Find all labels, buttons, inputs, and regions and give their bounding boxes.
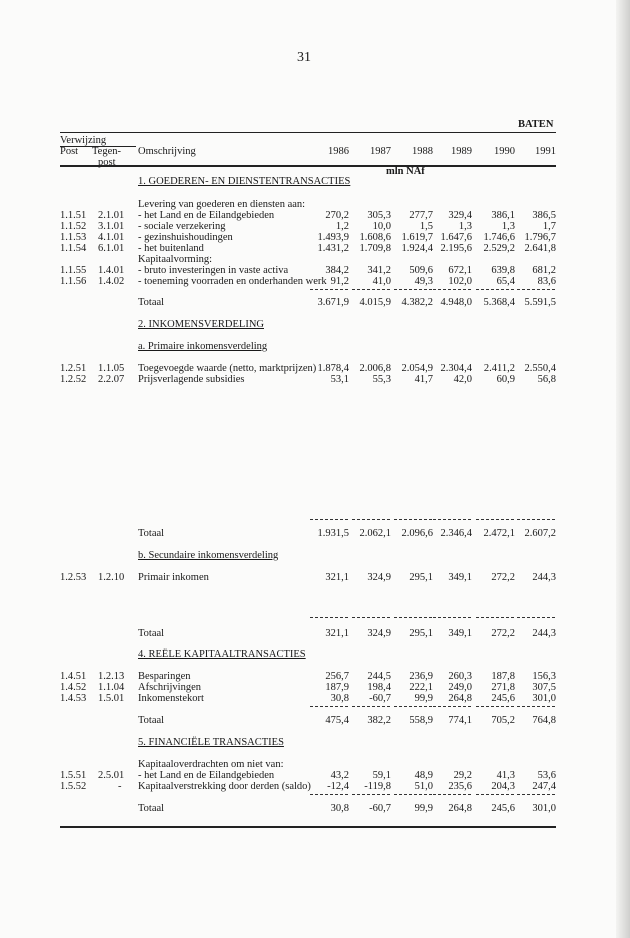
tegenpost-code: 1.1.04: [98, 682, 125, 693]
dashed-subtotal-rule: [352, 289, 390, 290]
cell-value: 235,6: [448, 781, 472, 792]
cell-value: 10,0: [372, 221, 391, 232]
cell-value: 1,3: [501, 221, 515, 232]
section-heading: a. Primaire inkomensverdeling: [138, 341, 268, 352]
total-value: 4.015,9: [359, 297, 391, 308]
cell-value: 1.647,6: [440, 232, 472, 243]
cell-value: 271,8: [491, 682, 515, 693]
total-value: -60,7: [369, 803, 391, 814]
tegenpost-header-2: post: [98, 157, 116, 168]
cell-value: 386,1: [491, 210, 515, 221]
cell-value: 236,9: [409, 671, 433, 682]
post-code: 1.1.54: [60, 243, 87, 254]
cell-value: 1.493,9: [317, 232, 349, 243]
row-label: Primair inkomen: [138, 572, 209, 583]
dashed-subtotal-rule: [310, 706, 348, 707]
total-value: 295,1: [409, 628, 433, 639]
cell-value: 53,6: [537, 770, 556, 781]
cell-value: 509,6: [409, 265, 433, 276]
total-value: 349,1: [448, 628, 472, 639]
cell-value: -60,7: [369, 693, 391, 704]
cell-value: 187,8: [491, 671, 515, 682]
total-value: 475,4: [325, 715, 349, 726]
section-heading: 2. INKOMENSVERDELING: [138, 319, 264, 330]
total-value: 764,8: [532, 715, 556, 726]
total-value: 1.931,5: [317, 528, 349, 539]
cell-value: 41,3: [496, 770, 515, 781]
total-value: 321,1: [325, 628, 349, 639]
total-value: 324,9: [367, 628, 391, 639]
cell-value: 99,9: [414, 693, 433, 704]
dashed-subtotal-rule: [433, 617, 471, 618]
cell-value: 29,2: [453, 770, 472, 781]
post-header: Post: [60, 146, 79, 157]
cell-value: 1,5: [419, 221, 433, 232]
cell-value: 681,2: [532, 265, 556, 276]
tegenpost-code: 2.1.01: [98, 210, 125, 221]
cell-value: 51,0: [414, 781, 433, 792]
total-value: 4.948,0: [440, 297, 472, 308]
cell-value: 256,7: [325, 671, 349, 682]
total-value: 99,9: [414, 803, 433, 814]
dashed-subtotal-rule: [433, 519, 471, 520]
total-value: 558,9: [409, 715, 433, 726]
dashed-subtotal-rule: [352, 794, 390, 795]
cell-value: 2.411,2: [483, 363, 515, 374]
row-label: Inkomenstekort: [138, 693, 204, 704]
post-code: 1.1.52: [60, 221, 87, 232]
tegenpost-code: 2.2.07: [98, 374, 125, 385]
cell-value: 1,2: [335, 221, 349, 232]
dashed-subtotal-rule: [517, 289, 555, 290]
cell-value: 249,0: [448, 682, 472, 693]
cell-value: -119,8: [364, 781, 391, 792]
total-value: 5.591,5: [524, 297, 556, 308]
cell-value: 1.709,8: [359, 243, 391, 254]
post-code: 1.1.53: [60, 232, 87, 243]
dashed-subtotal-rule: [352, 706, 390, 707]
post-code: 1.1.51: [60, 210, 87, 221]
cell-value: 321,1: [325, 572, 349, 583]
cell-value: 1.746,6: [483, 232, 515, 243]
header-rule: [60, 165, 556, 167]
tegenpost-code: 1.4.02: [98, 276, 125, 287]
row-label: - toeneming voorraden en onderhanden werk: [138, 276, 327, 287]
section-heading: 5. FINANCIËLE TRANSACTIES: [138, 737, 284, 748]
cell-value: 41,7: [414, 374, 433, 385]
row-label: - gezinshuishoudingen: [138, 232, 233, 243]
post-code: 1.5.51: [60, 770, 87, 781]
cell-value: 41,0: [372, 276, 391, 287]
verwijzing-header: Verwijzing: [60, 135, 107, 146]
total-label: Totaal: [138, 528, 165, 539]
cell-value: 30,8: [330, 693, 349, 704]
dashed-subtotal-rule: [476, 617, 514, 618]
row-label: Kapitaaloverdrachten om niet van:: [138, 759, 284, 770]
cell-value: 83,6: [537, 276, 556, 287]
cell-value: 2.529,2: [483, 243, 515, 254]
dashed-subtotal-rule: [476, 794, 514, 795]
cell-value: 42,0: [453, 374, 472, 385]
cell-value: 2.054,9: [401, 363, 433, 374]
post-code: 1.2.51: [60, 363, 87, 374]
page-edge-shadow: [616, 0, 630, 938]
row-label: - bruto investeringen in vaste activa: [138, 265, 289, 276]
cell-value: 386,5: [532, 210, 556, 221]
cell-value: 1.619,7: [401, 232, 433, 243]
tegenpost-header: Tegen-: [92, 146, 121, 157]
tegenpost-code: 1.4.01: [98, 265, 125, 276]
post-code: 1.5.52: [60, 781, 87, 792]
dashed-subtotal-rule: [310, 617, 348, 618]
cell-value: 307,5: [532, 682, 556, 693]
cell-value: 2.641,8: [524, 243, 556, 254]
cell-value: 2.006,8: [359, 363, 391, 374]
cell-value: 1.796,7: [524, 232, 556, 243]
cell-value: 204,3: [491, 781, 515, 792]
cell-value: 277,7: [409, 210, 433, 221]
total-value: 382,2: [367, 715, 391, 726]
tegenpost-code: 2.5.01: [98, 770, 125, 781]
top-rule: [60, 132, 556, 133]
cell-value: 1,7: [542, 221, 556, 232]
cell-value: 244,3: [532, 572, 556, 583]
total-value: 705,2: [491, 715, 515, 726]
dashed-subtotal-rule: [433, 289, 471, 290]
cell-value: 102,0: [448, 276, 472, 287]
row-label: Levering van goederen en diensten aan:: [138, 199, 306, 210]
dashed-subtotal-rule: [394, 617, 432, 618]
row-label: - het buitenland: [138, 243, 204, 254]
post-code: 1.1.56: [60, 276, 87, 287]
tegenpost-code: 1.5.01: [98, 693, 125, 704]
dashed-subtotal-rule: [310, 289, 348, 290]
cell-value: 672,1: [448, 265, 472, 276]
dashed-subtotal-rule: [433, 706, 471, 707]
tegenpost-code: 1.2.10: [98, 572, 125, 583]
cell-value: 2.195,6: [440, 243, 472, 254]
total-value: 2.062,1: [359, 528, 391, 539]
cell-value: 91,2: [330, 276, 349, 287]
post-code: 1.2.52: [60, 374, 87, 385]
total-label: Totaal: [138, 628, 165, 639]
year-header: 1986: [328, 146, 349, 157]
cell-value: 341,2: [367, 265, 391, 276]
cell-value: 260,3: [448, 671, 472, 682]
cell-value: 49,3: [414, 276, 433, 287]
tegenpost-code: 4.1.01: [98, 232, 125, 243]
section-heading: 4. REËLE KAPITAALTRANSACTIES: [138, 649, 306, 660]
dashed-subtotal-rule: [517, 617, 555, 618]
dashed-subtotal-rule: [476, 706, 514, 707]
dashed-subtotal-rule: [394, 519, 432, 520]
total-value: 4.382,2: [401, 297, 433, 308]
row-label: - het Land en de Eilandgebieden: [138, 210, 275, 221]
cell-value: 264,8: [448, 693, 472, 704]
cell-value: 65,4: [496, 276, 515, 287]
baten-label: BATEN: [518, 119, 554, 130]
cell-value: 187,9: [325, 682, 349, 693]
row-label: Prijsverlagende subsidies: [138, 374, 245, 385]
cell-value: 305,3: [367, 210, 391, 221]
cell-value: 56,8: [537, 374, 556, 385]
dashed-subtotal-rule: [394, 289, 432, 290]
page-number: 31: [297, 50, 311, 65]
post-code: 1.2.53: [60, 572, 87, 583]
year-header: 1987: [370, 146, 391, 157]
total-value: 2.096,6: [401, 528, 433, 539]
total-value: 2.607,2: [524, 528, 556, 539]
cell-value: 270,2: [325, 210, 349, 221]
cell-value: 55,3: [372, 374, 391, 385]
cell-value: 1.608,6: [359, 232, 391, 243]
cell-value: 329,4: [448, 210, 472, 221]
cell-value: 639,8: [491, 265, 515, 276]
row-label: Kapitaalvorming:: [138, 254, 213, 265]
dashed-subtotal-rule: [310, 794, 348, 795]
total-value: 3.671,9: [317, 297, 349, 308]
omschrijving-header: Omschrijving: [138, 146, 196, 157]
year-header: 1991: [535, 146, 556, 157]
cell-value: 245,6: [491, 693, 515, 704]
total-label: Totaal: [138, 803, 165, 814]
cell-value: 1.431,2: [317, 243, 349, 254]
post-code: 1.4.52: [60, 682, 87, 693]
cell-value: 324,9: [367, 572, 391, 583]
dashed-subtotal-rule: [476, 289, 514, 290]
dashed-subtotal-rule: [517, 706, 555, 707]
total-value: 301,0: [532, 803, 556, 814]
cell-value: 295,1: [409, 572, 433, 583]
cell-value: 1,3: [458, 221, 472, 232]
row-label: Besparingen: [138, 671, 191, 682]
cell-value: 247,4: [532, 781, 556, 792]
row-label: Toegevoegde waarde (netto, marktprijzen): [138, 363, 317, 374]
cell-value: 156,3: [532, 671, 556, 682]
section-heading: 1. GOEDEREN- EN DIENSTENTRANSACTIES: [138, 176, 351, 187]
cell-value: 43,2: [330, 770, 349, 781]
cell-value: 59,1: [372, 770, 391, 781]
cell-value: 1.878,4: [317, 363, 349, 374]
cell-value: 2.304,4: [440, 363, 472, 374]
dashed-subtotal-rule: [394, 794, 432, 795]
cell-value: 222,1: [409, 682, 433, 693]
bottom-rule: [60, 826, 556, 828]
cell-value: -12,4: [327, 781, 349, 792]
dashed-subtotal-rule: [352, 617, 390, 618]
total-label: Totaal: [138, 715, 165, 726]
total-value: 245,6: [491, 803, 515, 814]
cell-value: 198,4: [367, 682, 391, 693]
tegenpost-code: 3.1.01: [98, 221, 125, 232]
cell-value: 244,5: [367, 671, 391, 682]
tegenpost-code: 1.2.13: [98, 671, 125, 682]
total-value: 2.472,1: [483, 528, 515, 539]
cell-value: 301,0: [532, 693, 556, 704]
year-header: 1990: [494, 146, 515, 157]
total-value: 272,2: [491, 628, 515, 639]
cell-value: 349,1: [448, 572, 472, 583]
total-value: 264,8: [448, 803, 472, 814]
dashed-subtotal-rule: [394, 706, 432, 707]
cell-value: 48,9: [414, 770, 433, 781]
dashed-subtotal-rule: [433, 794, 471, 795]
dashed-subtotal-rule: [476, 519, 514, 520]
cell-value: 384,2: [325, 265, 349, 276]
dashed-subtotal-rule: [352, 519, 390, 520]
tegenpost-code: 1.1.05: [98, 363, 125, 374]
section-heading: b. Secundaire inkomensverdeling: [138, 550, 279, 561]
row-label: - sociale verzekering: [138, 221, 226, 232]
total-label: Totaal: [138, 297, 165, 308]
total-value: 30,8: [330, 803, 349, 814]
dashed-subtotal-rule: [517, 794, 555, 795]
total-value: 244,3: [532, 628, 556, 639]
dashed-subtotal-rule: [310, 519, 348, 520]
row-label: - het Land en de Eilandgebieden: [138, 770, 275, 781]
tegenpost-code: -: [118, 781, 122, 792]
year-header: 1988: [412, 146, 433, 157]
total-value: 2.346,4: [440, 528, 472, 539]
cell-value: 60,9: [496, 374, 515, 385]
row-label: Afschrijvingen: [138, 682, 201, 693]
post-code: 1.4.51: [60, 671, 87, 682]
year-header: 1989: [451, 146, 472, 157]
dashed-subtotal-rule: [517, 519, 555, 520]
total-value: 774,1: [448, 715, 472, 726]
unit-label: mln NAf: [386, 166, 425, 177]
row-label: Kapitaalverstrekking door derden (saldo): [138, 781, 311, 792]
cell-value: 1.924,4: [401, 243, 433, 254]
cell-value: 2.550,4: [524, 363, 556, 374]
cell-value: 272,2: [491, 572, 515, 583]
post-code: 1.4.53: [60, 693, 87, 704]
post-code: 1.1.55: [60, 265, 87, 276]
cell-value: 53,1: [330, 374, 349, 385]
tegenpost-code: 6.1.01: [98, 243, 125, 254]
total-value: 5.368,4: [483, 297, 515, 308]
